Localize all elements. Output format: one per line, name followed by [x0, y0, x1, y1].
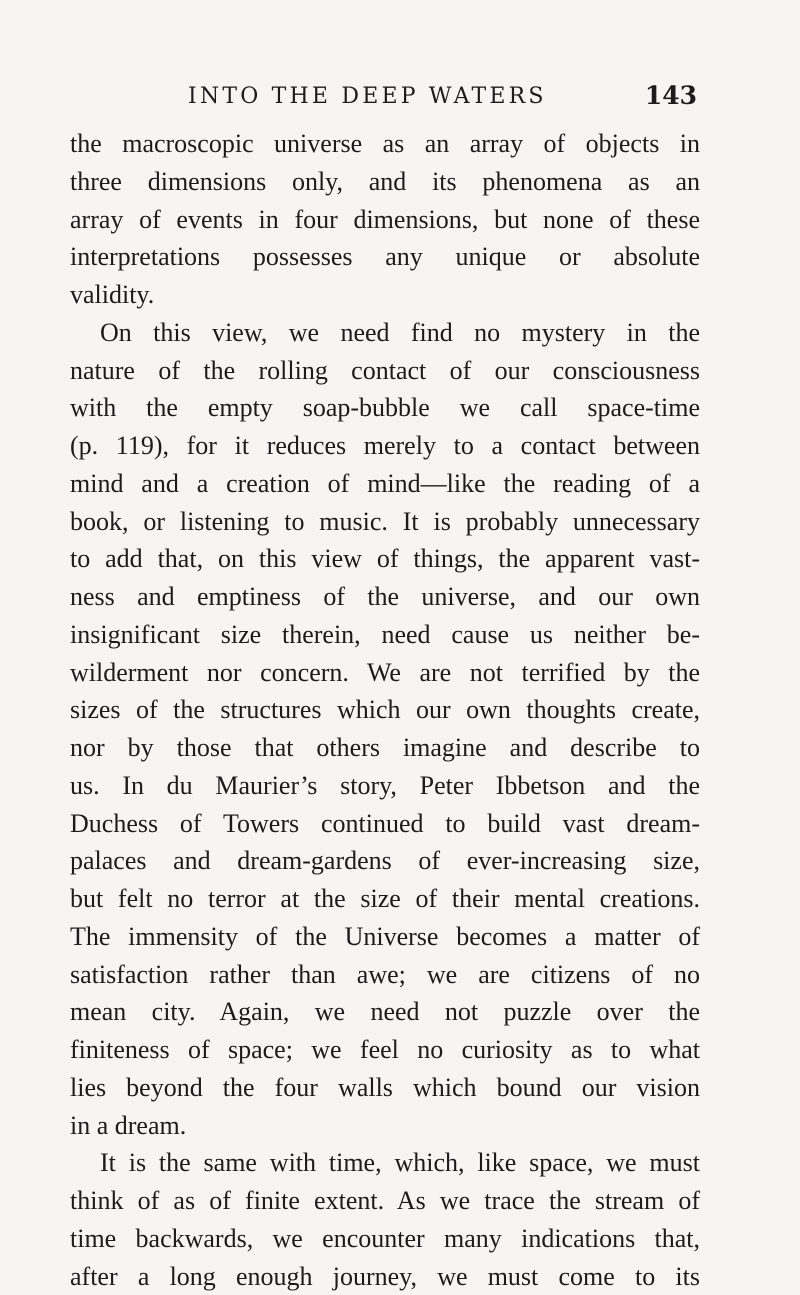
text-line: time backwards, we encounter many indications that,	[70, 1220, 700, 1258]
text-line: ness and emptiness of the universe, and our own	[70, 578, 700, 616]
text-line: think of as of finite extent. As we trace the stream of	[70, 1182, 700, 1220]
text-line: after a long enough journey, we must come to its	[70, 1258, 700, 1295]
text-line: sizes of the structures which our own thoughts create,	[70, 691, 700, 729]
text-line: Duchess of Towers continued to build vast dream-	[70, 805, 700, 843]
page-number: 143	[640, 81, 697, 111]
body-text	[70, 125, 700, 1295]
text-line: three dimensions only, and its phenomena as an	[70, 163, 700, 201]
text-line: satisfaction rather than awe; we are citizens of no	[70, 956, 700, 994]
text-line: book, or listening to music. It is probably unnecessary	[70, 503, 700, 541]
text-line: wilderment nor concern. We are not terrified by the	[70, 654, 700, 692]
text-line: the macroscopic universe as an array of objects in	[70, 125, 700, 163]
text-line: array of events in four dimensions, but none of these	[70, 201, 700, 239]
text-line: nor by those that others imagine and describe to	[70, 729, 700, 767]
text-line: insignificant size therein, need cause us neither be-	[70, 616, 700, 654]
text-line: The immensity of the Universe becomes a matter of	[70, 918, 700, 956]
text-line: validity.	[70, 276, 700, 314]
text-line: interpretations possesses any unique or absolute	[70, 238, 700, 276]
text-line: On this view, we need find no mystery in the	[70, 314, 700, 352]
text-line: (p. 119), for it reduces merely to a contact between	[70, 427, 700, 465]
text-line: nature of the rolling contact of our consciousness	[70, 352, 700, 390]
text-line: but felt no terror at the size of their mental creations.	[70, 880, 700, 918]
text-line: to add that, on this view of things, the apparent vast-	[70, 540, 700, 578]
text-line: mean city. Again, we need not puzzle over the	[70, 993, 700, 1031]
text-line: lies beyond the four walls which bound our vision	[70, 1069, 700, 1107]
text-line: palaces and dream-gardens of ever-increasing size,	[70, 842, 700, 880]
running-title: INTO THE DEEP WATERS	[188, 82, 547, 112]
text-line: with the empty soap-bubble we call space-time	[70, 389, 700, 427]
text-line: finiteness of space; we feel no curiosity as to what	[70, 1031, 700, 1069]
text-line: mind and a creation of mind—like the reading of a	[70, 465, 700, 503]
text-line: in a dream.	[70, 1107, 700, 1145]
text-line: It is the same with time, which, like space, we must	[70, 1144, 700, 1182]
text-line: us. In du Maurier’s story, Peter Ibbetson and the	[70, 767, 700, 805]
